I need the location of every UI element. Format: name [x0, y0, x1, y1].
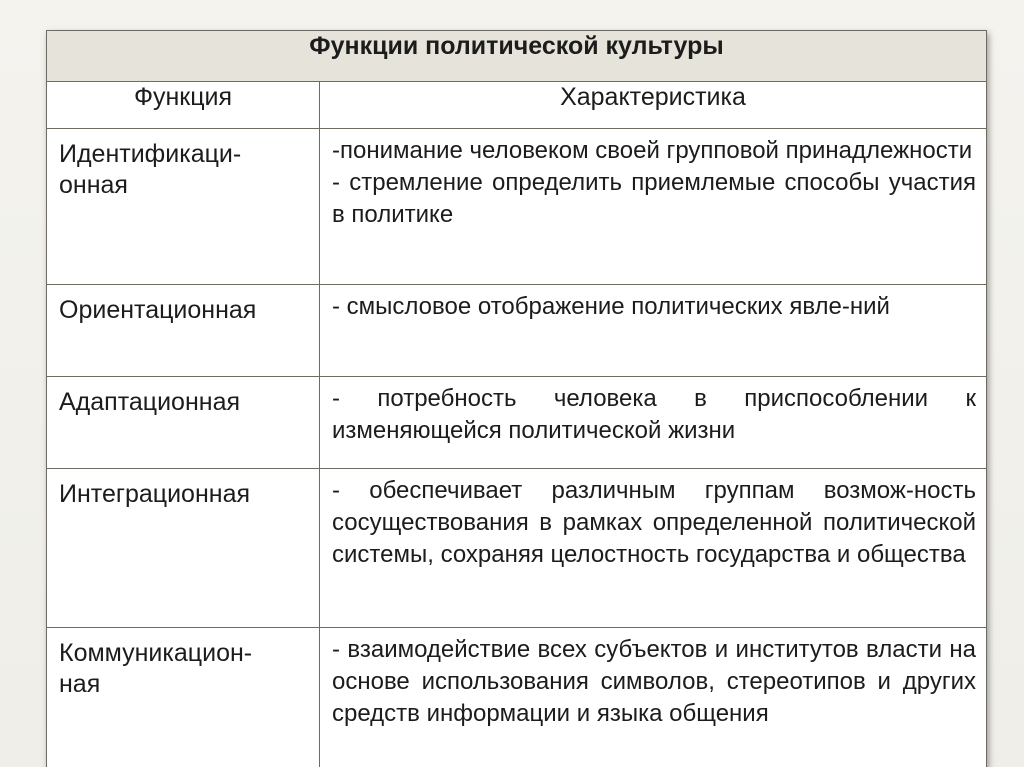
function-name — [47, 628, 320, 767]
function-description — [320, 469, 987, 628]
function-description — [320, 285, 987, 377]
function-name — [47, 129, 320, 285]
function-name — [47, 285, 320, 377]
description-item: - взаимодействие всех субъектов и институтов власти на основе использования символов, стереотипов и других средств информации и языка общения — [332, 636, 976, 727]
table-title: Функции политической культуры — [47, 31, 987, 82]
function-name-line: Адаптационная — [59, 388, 241, 416]
table-row — [47, 377, 987, 469]
description-item: - смысловое отображение политических явле-ний — [332, 293, 890, 320]
description-item: - обеспечивает различным группам возмож-ность сосуществования в рамках определенной политической системы, сохраняя целостность государства и общества — [332, 477, 976, 568]
description-item: - потребность человека в приспособлении к изменяющейся политической жизни — [332, 385, 976, 444]
function-name — [47, 377, 320, 469]
function-description — [320, 129, 987, 285]
description-item: -понимание человеком своей групповой принадлежности — [332, 137, 973, 164]
header-function: Функция — [47, 82, 320, 129]
table-row — [47, 129, 987, 285]
table-header-row — [47, 82, 987, 129]
function-description — [320, 377, 987, 469]
function-name-line: ная — [59, 670, 101, 698]
description-item: - стремление определить приемлемые способы участия в политике — [332, 169, 976, 228]
function-name-line: Коммуникацион- — [59, 639, 253, 667]
function-name-line: Ориентационная — [59, 296, 257, 324]
function-name-line: Идентификаци- — [59, 140, 242, 168]
function-name-line: онная — [59, 171, 128, 199]
function-description — [320, 628, 987, 767]
table-title-row — [47, 31, 987, 82]
function-name-line: Интеграционная — [59, 480, 251, 508]
functions-table — [46, 30, 987, 767]
table-row — [47, 628, 987, 767]
function-name — [47, 469, 320, 628]
table-row — [47, 285, 987, 377]
header-characteristic: Характеристика — [320, 82, 987, 129]
table-row — [47, 469, 987, 628]
